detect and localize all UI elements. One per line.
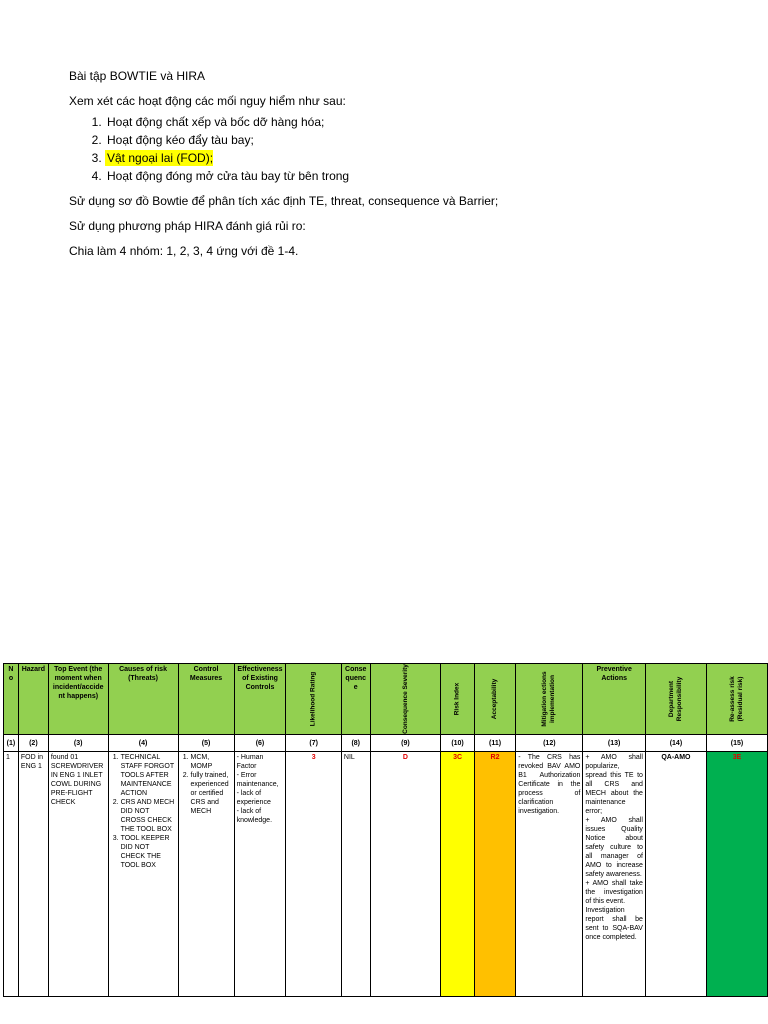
header-severity: Consequence Severity [370,664,441,735]
column-number: (2) [18,735,48,752]
column-number-row [4,735,768,752]
header-preventive-actions: Preventive Actions [583,664,646,735]
header-acceptability: Acceptability [474,664,515,735]
control-measure-list [181,753,232,816]
threat-item: 1. TECHNICAL STAFF FORGOT TOOLS AFTER MAINTENANCE ACTION [121,753,176,798]
header-residual-risk: Re-assess risk (Residual risk) [706,664,767,735]
column-number: (15) [706,735,767,752]
preventive-action-line: + AMO shall issues Quality Notice about safety culture to all manager of AMO to increase safety awareness. [585,817,643,878]
activity-item: 2. Hoạt động kéo đẩy tàu bay; [105,132,689,148]
activity-item-highlighted: 3. Vật ngoại lai (FOD); [105,150,213,166]
control-measure-item: 2. fully trained, experienced or certified CRS and MECH [191,771,232,816]
activity-item: 4. Hoạt động đóng mở cửa tàu bay từ bên trong [105,168,689,184]
header-effectiveness: Effectiveness of Existing Controls [234,664,286,735]
cell-top-event: found 01 SCREWDRIVER IN ENG 1 INLET COWL DURING PRE-FLIGHT CHECK [48,752,108,997]
effectiveness-line: - Human Factor [236,754,264,770]
cell-preventive-actions [583,752,646,997]
task-bowtie: Sử dụng sơ đồ Bowtie để phân tích xác định TE, threat, consequence và Barrier; [69,194,499,208]
column-number: (3) [48,735,108,752]
column-number: (6) [234,735,286,752]
activity-list [69,114,689,184]
cell-hazard: FOD in ENG 1 [18,752,48,997]
cell-likelihood: 3 [286,752,342,997]
cell-threats [108,752,178,997]
effectiveness-line: - Error maintenance, [236,772,279,788]
exercise-lead: Xem xét các hoạt động các mối nguy hiểm như sau: [69,94,346,108]
cell-effectiveness [234,752,286,997]
threat-item: 2. CRS AND MECH DID NOT CROSS CHECK THE TOOL BOX [121,798,176,834]
column-number: (4) [108,735,178,752]
cell-risk-index: 3C [441,752,475,997]
cell-mitigation: - The CRS has revoked BAV AMO B1 Authorization Certificate in the process of clarification investigation. [516,752,583,997]
column-number: (9) [370,735,441,752]
header-likelihood: Likelihood Rating [286,664,342,735]
header-threats: Causes of risk (Threats) [108,664,178,735]
threat-list [111,753,176,870]
header-top-event: Top Event (the moment when incident/accide nt happens) [48,664,108,735]
hira-table [3,663,768,997]
effectiveness-line: - lack of knowledge. [236,808,273,824]
header-row [4,664,768,735]
header-consequence: Conse quenc e [341,664,370,735]
threat-item: 3. TOOL KEEPER DID NOT CHECK THE TOOL BOX [121,834,176,870]
column-number: (7) [286,735,342,752]
header-hazard: Hazard [18,664,48,735]
column-number: (1) [4,735,19,752]
header-risk-index: Risk Index [441,664,475,735]
cell-consequence: NIL [341,752,370,997]
preventive-action-line: Investigation report shall be sent to SQA-BAV once completed. [585,907,643,941]
cell-acceptability: R2 [474,752,515,997]
header-department: Department Responsibility [645,664,706,735]
exercise-title: Bài tập BOWTIE và HIRA [69,69,206,83]
column-number: (13) [583,735,646,752]
column-number: (11) [474,735,515,752]
task-hira: Sử dụng phương pháp HIRA đánh giá rủi ro: [69,219,306,233]
activity-item: 1. Hoạt động chất xếp và bốc dỡ hàng hóa; [105,114,689,130]
header-mitigation: Mitigation ections implementation [516,664,583,735]
cell-control-measures [178,752,234,997]
effectiveness-line: - lack of experience [236,790,271,806]
column-number: (10) [441,735,475,752]
column-number: (12) [516,735,583,752]
preventive-action-line: + AMO shall take the investigation of this event. [585,880,643,905]
header-no: N o [4,664,19,735]
exercise-intro [69,68,689,268]
cell-severity: D [370,752,441,997]
table-row [4,752,768,997]
cell-department: QA-AMO [645,752,706,997]
column-number: (5) [178,735,234,752]
cell-residual-risk: 3E [706,752,767,997]
group-assignment: Chia làm 4 nhóm: 1, 2, 3, 4 ứng với đề 1-4. [69,244,299,258]
preventive-action-line: + AMO shall popularize, spread this TE to all CRS and MECH about the maintenance error; [585,754,643,815]
control-measure-item: 1. MCM, MOMP [191,753,232,771]
cell-no: 1 [4,752,19,997]
column-number: (8) [341,735,370,752]
header-control-measures: Control Measures [178,664,234,735]
column-number: (14) [645,735,706,752]
